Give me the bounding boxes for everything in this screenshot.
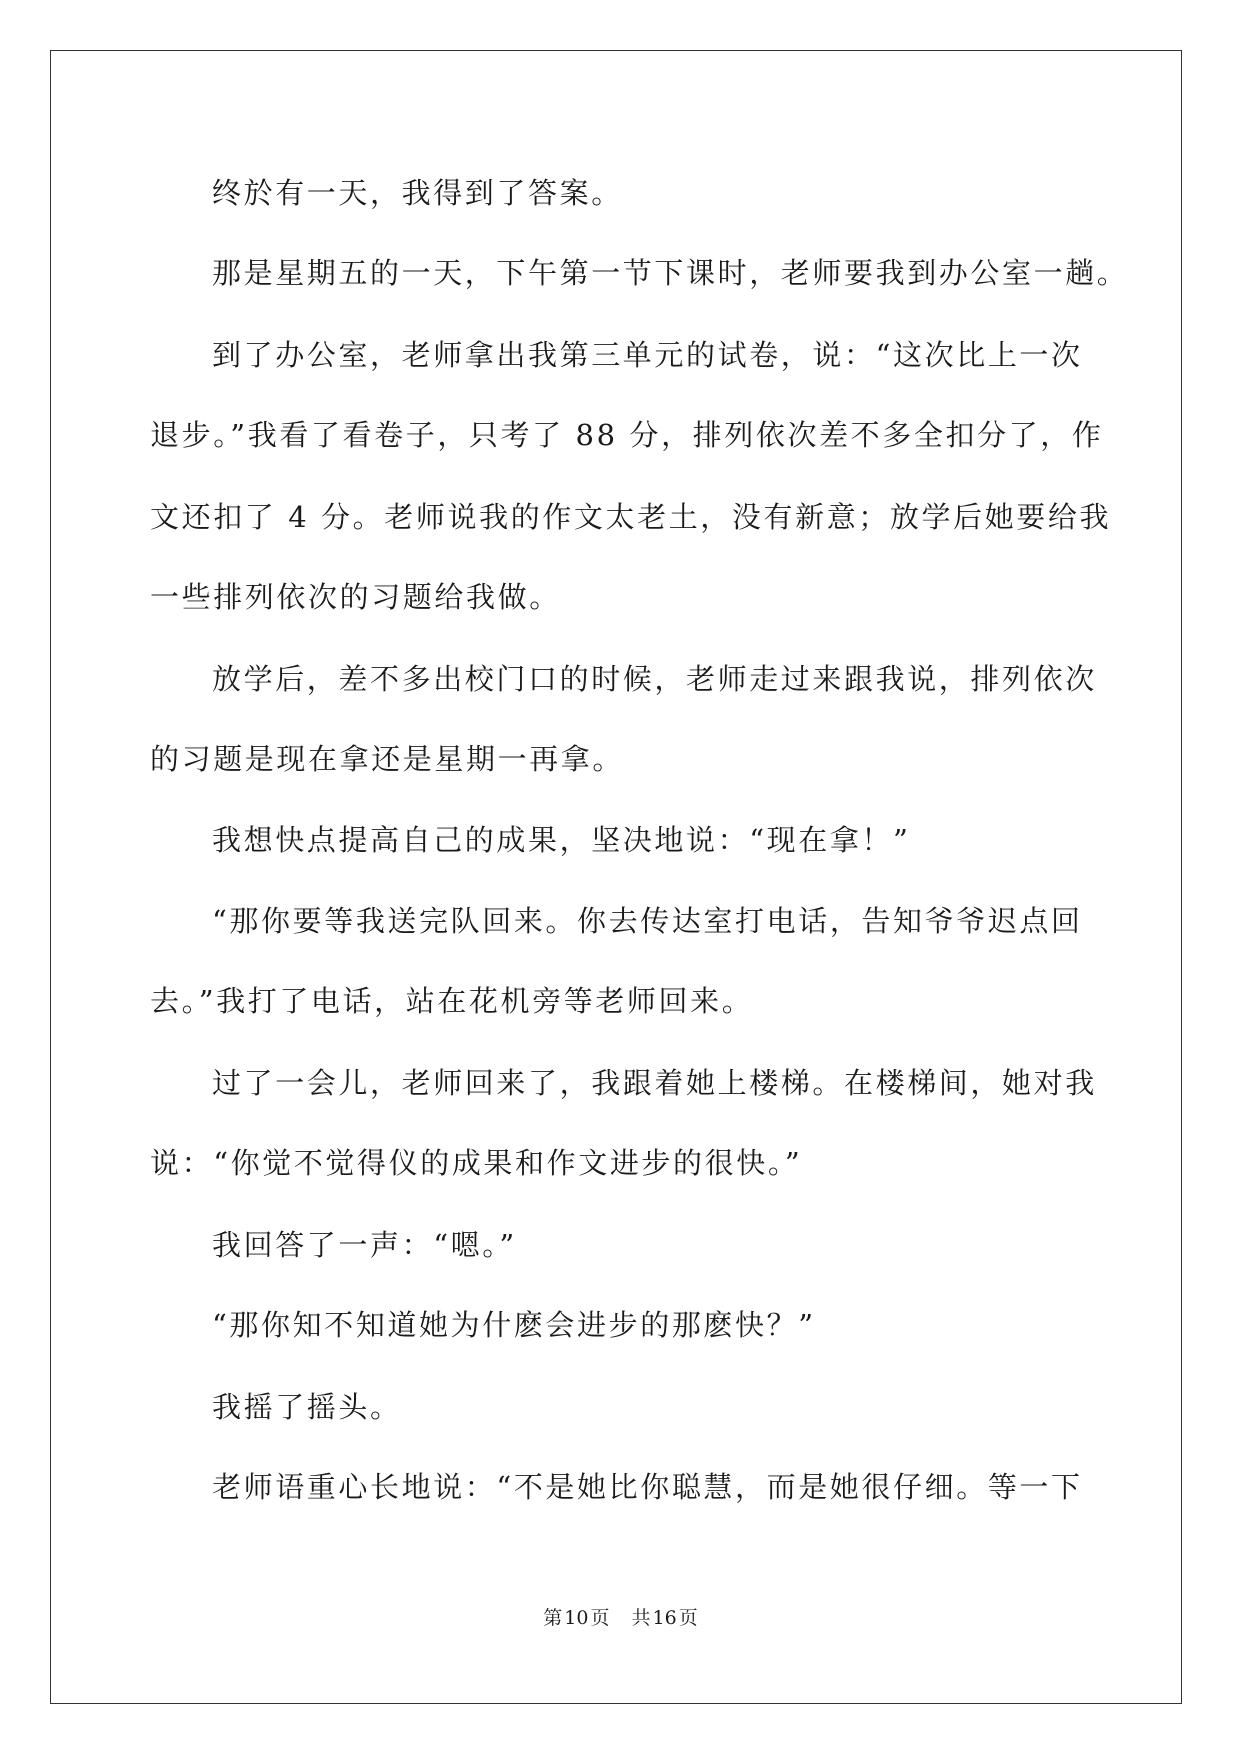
paragraph-line-14: 我回答了一声：“嗯。”	[212, 1228, 517, 1262]
paragraph-line-3: 到了办公室，老师拿出我第三单元的试卷，说：“这次比上一次	[212, 338, 1083, 372]
paragraph-line-10: “那你要等我送完队回来。你去传达室打电话，告知爷爷迟点回	[212, 904, 1083, 938]
paragraph-line-12: 过了一会儿，老师回来了，我跟着她上楼梯。在楼梯间，她对我	[212, 1066, 1097, 1100]
page-label: 页	[590, 1607, 610, 1629]
paragraph-line-8: 的习题是现在拿还是星期一再拿。	[150, 742, 625, 776]
paragraph-line-5: 文还扣了 4 分。老师说我的作文太老土，没有新意；放学后她要给我	[150, 500, 1112, 534]
total-prefix: 共	[631, 1607, 651, 1629]
paragraph-line-6: 一些排列依次的习题给我做。	[150, 580, 561, 614]
paragraph-line-17: 老师语重心长地说：“不是她比你聪慧，而是她很仔细。等一下	[212, 1470, 1083, 1504]
paragraph-line-9: 我想快点提高自己的成果，坚决地说：“现在拿！”	[212, 823, 911, 857]
paragraph-line-4: 退步。”我看了看卷子，只考了 88 分，排列依次差不多全扣分了，作	[150, 418, 1104, 452]
page-current: 10	[564, 1607, 589, 1629]
page-prefix: 第	[543, 1607, 563, 1629]
paragraph-line-16: 我摇了摇头。	[212, 1390, 402, 1424]
page-footer	[0, 1606, 1241, 1630]
paragraph-line-1: 终於有一天，我得到了答案。	[212, 176, 623, 210]
paragraph-line-7: 放学后，差不多出校门口的时候，老师走过来跟我说，排列依次	[212, 662, 1097, 696]
page-border	[50, 50, 1182, 1704]
paragraph-line-11: 去。”我打了电话，站在花机旁等老师回来。	[150, 984, 754, 1018]
paragraph-line-13: 说：“你觉不觉得仪的成果和作文进步的很快。”	[150, 1146, 803, 1180]
paragraph-line-15: “那你知不知道她为什麽会进步的那麽快？”	[212, 1308, 816, 1342]
paragraph-line-2: 那是星期五的一天，下午第一节下课时，老师要我到办公室一趟。	[212, 256, 1129, 290]
total-label: 页	[678, 1607, 698, 1629]
page-total: 16	[652, 1607, 677, 1629]
